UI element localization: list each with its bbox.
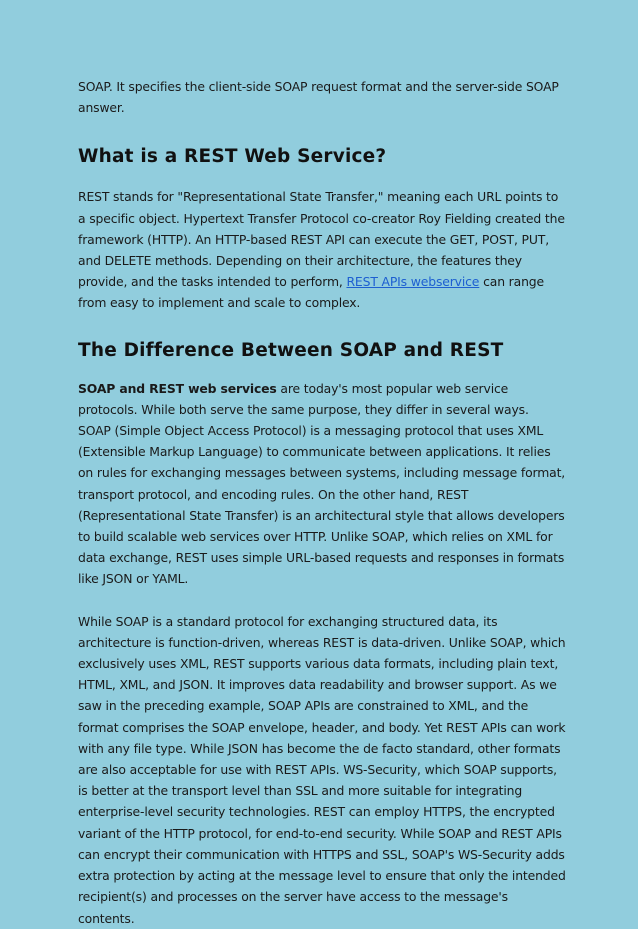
rest-paragraph-text: REST stands for "Representational State Transfer," meaning each URL points to a specific object. Hypertext Transfer Protocol co-creator Roy Fielding created the framework (HTTP). An HTTP-based REST API can execute the GET, POST, PUT, and DELETE methods. Depending on their architecture, the features they provide, and the tasks intended to perform, bbox=[78, 189, 565, 290]
comparison-paragraph: While SOAP is a standard protocol for exchanging structured data, its architecture is function-driven, whereas REST is data-driven. Unlike SOAP, which exclusively uses XML, REST supports various data formats, including plain text, HTML, XML, and JSON. It improves data readability and browser support. As we saw in the preceding example, SOAP APIs are constrained to XML, and the format comprises the SOAP envelope, header, and body. Yet REST APIs can work with any file type. While JSON has become the de facto standard, other formats are also acceptable for use with REST APIs. WS-Security, which SOAP supports, is better at the transport level than SSL and more suitable for integrating enterprise-level security technologies. REST can employ HTTPS, the encrypted variant of the HTTP protocol, for end-to-end security. While SOAP and REST APIs can encrypt their communication with HTTPS and SSL, SOAP's WS-Security adds extra protection by acting at the message level to ensure that only the intended recipient(s) and processes on the server have access to the message's contents. bbox=[78, 613, 566, 926]
soap-rest-paragraph: SOAP (Simple Object Access Protocol) is a messaging protocol that uses XML (Extensible Markup Language) to communicate between applications. It relies on rules for exchanging messages between systems, including message format, transport protocol, and encoding rules. On the other hand, REST (Representational State Transfer) is an architectural style that allows developers to build scalable web services over HTTP. Unlike SOAP, which relies on XML for data exchange, REST uses simple URL-based requests and responses in formats like JSON or YAML. bbox=[78, 423, 566, 587]
difference-lead-bold: SOAP and REST web services bbox=[78, 380, 277, 396]
rest-paragraph-tail: can range from easy to implement and scale to complex. bbox=[78, 274, 544, 311]
paragraph-gap bbox=[78, 590, 568, 611]
rest-heading: What is a REST Web Service? bbox=[78, 146, 387, 168]
difference-lead-text: are today's most popular web service protocols. While both serve the same purpose, they differ in several ways. bbox=[78, 380, 529, 417]
difference-heading: The Difference Between SOAP and REST bbox=[78, 339, 504, 361]
rest-apis-webservice-link[interactable]: REST APIs webservice bbox=[346, 274, 480, 290]
difference-lead-paragraph bbox=[78, 378, 568, 420]
intro-paragraph: SOAP. It specifies the client-side SOAP request format and the server-side SOAP answer. bbox=[78, 79, 559, 116]
rest-paragraph bbox=[78, 186, 568, 313]
